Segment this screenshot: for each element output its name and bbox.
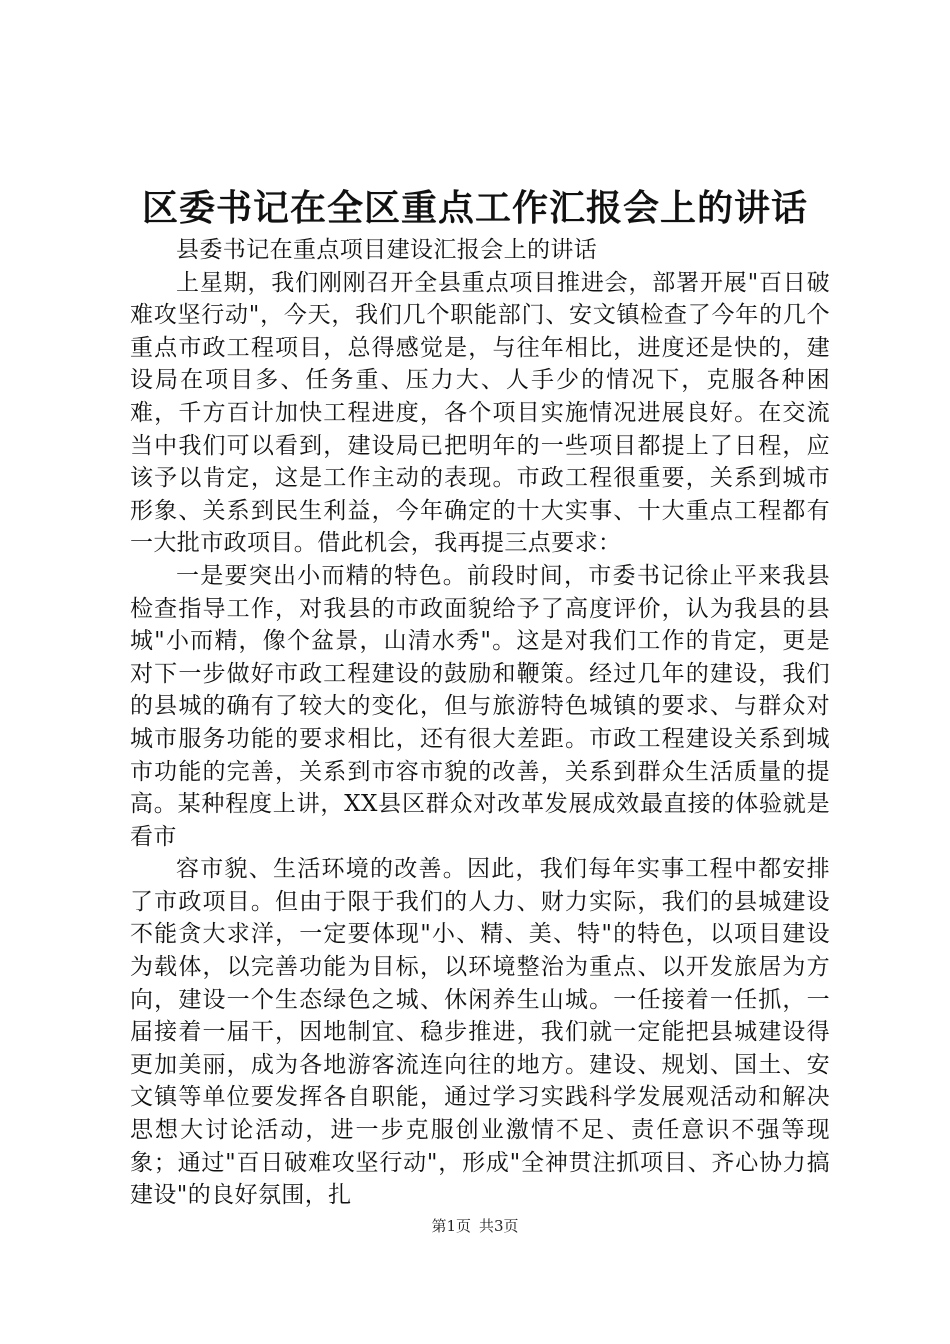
paragraph-subtitle: 县委书记在重点项目建设汇报会上的讲话	[176, 237, 598, 263]
page-footer	[0, 1216, 950, 1236]
paragraph-intro: 上星期，我们刚刚召开全县重点项目推进会，部署开展"百日破难攻坚行动"，今天，我们几个职能部门、安文镇检查了今年的几个重点市政工程项目，总得感觉是，与往年相比，进度还是快的，建设局在项目多、任务重、压力大、人手少的情况下，克服各种困难，千方百计加快工程进度，各个项目实施情况进展良好。在交流当中我们可以看到，建设局已把明年的一些项目都提上了日程，应该予以肯定，这是工作主动的表现。市政工程很重要，关系到城市形象、关系到民生利益，今年确定的十大实事、十大重点工程都有一大批市政项目。借此机会，我再提三点要求：	[130, 269, 830, 557]
paragraph-point-one: 一是要突出小而精的特色。前段时间，市委书记徐止平来我县检查指导工作，对我县的市政面貌给予了高度评价，认为我县的县城"小而精，像个盆景，山清水秀"。这是对我们工作的肯定，更是对下一步做好市政工程建设的鼓励和鞭策。经过几年的建设，我们的县城的确有了较大的变化，但与旅游特色城镇的要求、与群众对城市服务功能的要求相比，还有很大差距。市政工程建设关系到城市功能的完善，关系到市容市貌的改善，关系到群众生活质量的提高。某种程度上讲，XX县区群众对改革发展成效最直接的体验就是看市	[130, 562, 830, 850]
page-number: 第1页	[431, 1217, 471, 1235]
document-body	[130, 234, 830, 1212]
page-total: 共3页	[479, 1217, 519, 1235]
paragraph-point-one-continued: 容市貌、生活环境的改善。因此，我们每年实事工程中都安排了市政项目。但由于限于我们的人力、财力实际，我们的县城建设不能贪大求洋，一定要体现"小、精、美、特"的特色，以项目建设为载体，以完善功能为目标，以环境整治为重点、以开发旅居为方向，建设一个生态绿色之城、休闲养生山城。一任接着一任抓，一届接着一届干，因地制宜、稳步推进，我们就一定能把县城建设得更加美丽，成为各地游客流连向往的地方。建设、规划、国土、安文镇等单位要发挥各自职能，通过学习实践科学发展观活动和解决思想大讨论活动，进一步克服创业激情不足、责任意识不强等现象；通过"百日破难攻坚行动"，形成"全神贯注抓项目、齐心协力搞建设"的良好氛围，扎	[130, 856, 830, 1209]
document-title: 区委书记在全区重点工作汇报会上的讲话	[141, 187, 808, 229]
